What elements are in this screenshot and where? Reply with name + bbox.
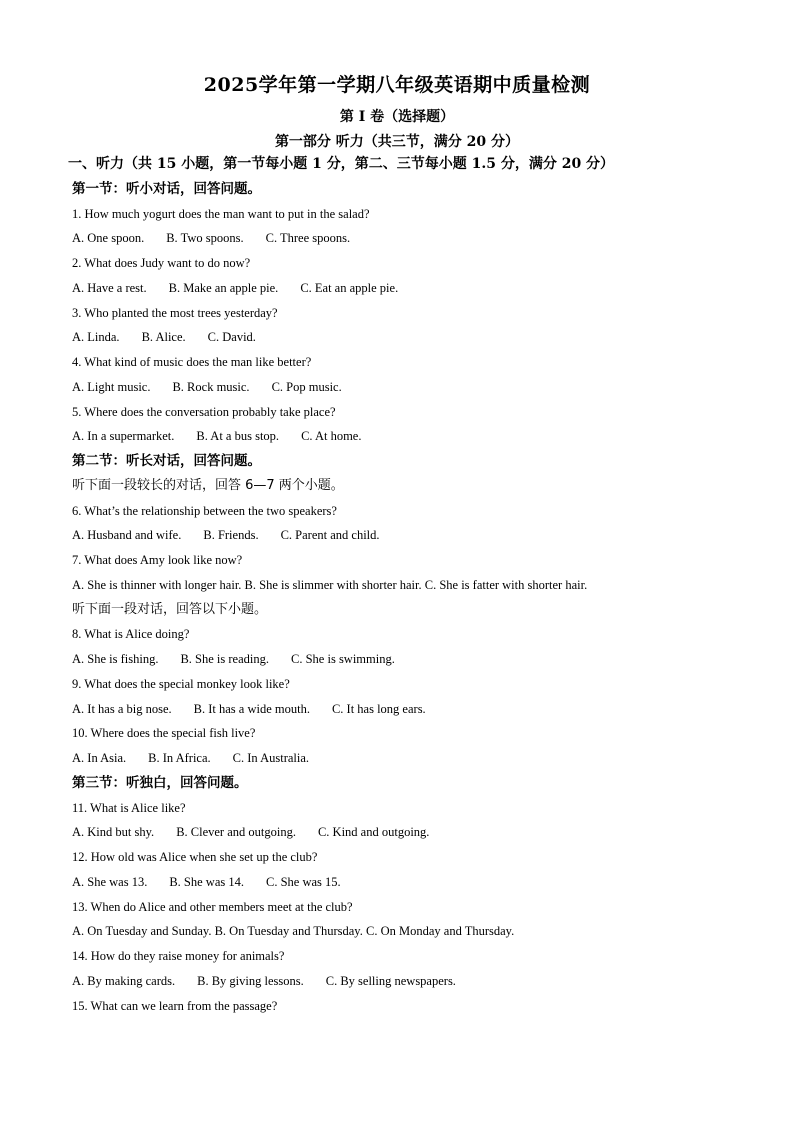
question-9: 9. What does the special monkey look like? [72, 676, 290, 691]
options-5 [72, 424, 772, 449]
option-1a: A. One spoon. [72, 231, 145, 246]
question-5: 5. Where does the conversation probably take place? [72, 404, 336, 419]
question-12: 12. How old was Alice when she set up the club? [72, 850, 318, 864]
part1-heading: 第一节：听小对话，回答问题。 [72, 180, 261, 197]
listening-section-heading: 一、听力（共 15 小题，第一节每小题 1 分，第二、三节每小题 1.5 分，满分 20 分） [68, 156, 615, 172]
options-9 [72, 697, 772, 722]
option-5a: A. In a supermarket. [72, 429, 175, 444]
question-4: 4. What kind of music does the man like better? [72, 355, 312, 369]
option-4a: A. Light music. [72, 379, 151, 394]
question-7: 7. What does Amy look like now? [72, 553, 243, 567]
options-2 [72, 276, 772, 301]
option-14c: C. By selling newspapers. [325, 973, 456, 988]
option-10b: B. In Africa. [148, 751, 211, 765]
option-9c: C. It has long ears. [331, 701, 426, 716]
question-10: 10. Where does the special fish live? [72, 726, 256, 741]
option-10c: C. In Australia. [232, 751, 310, 765]
option-3b: B. Alice. [141, 330, 186, 345]
option-14b: B. By giving lessons. [197, 973, 304, 988]
options-14 [72, 969, 772, 994]
question-6: 6. What’s the relationship between the two speakers? [72, 503, 337, 518]
option-3c: C. David. [207, 330, 256, 345]
exam-title: 2025学年第一学期八年级英语期中质量检测 [203, 74, 591, 96]
option-14a: A. By making cards. [72, 973, 176, 988]
part-title: 第一部分 听力（共三节，满分 20 分） [274, 134, 520, 150]
options-3 [72, 325, 772, 350]
option-2c: C. Eat an apple pie. [300, 280, 399, 295]
option-1c: C. Three spoons. [265, 231, 351, 246]
option-12a: A. She was 13. [72, 874, 148, 889]
part2-instruction-1: 听下面一段较长的对话，回答 6—7 两个小题。 [72, 477, 344, 493]
option-6c: C. Parent and child. [280, 528, 380, 543]
options-11 [72, 820, 772, 845]
option-11a: A. Kind but shy. [72, 825, 155, 840]
option-6b: B. Friends. [203, 528, 259, 543]
question-8: 8. What is Alice doing? [72, 627, 190, 642]
option-5b: B. At a bus stop. [196, 429, 280, 444]
option-8c: C. She is swimming. [291, 652, 395, 666]
option-11b: B. Clever and outgoing. [176, 825, 296, 840]
question-list [68, 152, 772, 1018]
option-2a: A. Have a rest. [72, 280, 147, 295]
option-10a: A. In Asia. [72, 751, 127, 765]
option-2b: B. Make an apple pie. [168, 280, 279, 295]
question-3: 3. Who planted the most trees yesterday? [72, 305, 278, 320]
question-14: 14. How do they raise money for animals? [72, 949, 285, 963]
options-1 [72, 226, 772, 251]
option-8b: B. She is reading. [180, 652, 270, 666]
part3-heading: 第三节：听独白，回答问题。 [72, 774, 248, 791]
options-10 [72, 746, 772, 771]
options-6 [72, 523, 772, 548]
option-8a: A. She is fishing. [72, 652, 159, 666]
option-11c: C. Kind and outgoing. [317, 825, 430, 840]
question-13: 13. When do Alice and other members meet at the club? [72, 899, 353, 914]
option-12c: C. She was 15. [266, 874, 341, 889]
options-13: A. On Tuesday and Sunday. B. On Tuesday and Thursday. C. On Monday and Thursday. [72, 924, 515, 939]
option-9b: B. It has a wide mouth. [193, 701, 310, 716]
options-8 [72, 647, 772, 672]
option-3a: A. Linda. [72, 330, 120, 345]
volume-title: 第 I 卷（选择题） [339, 109, 455, 125]
options-12 [72, 870, 772, 895]
question-15: 15. What can we learn from the passage? [72, 998, 278, 1013]
option-4c: C. Pop music. [271, 379, 342, 394]
option-12b: B. She was 14. [169, 874, 244, 889]
options-4 [72, 375, 772, 400]
part2-instruction-2: 听下面一段对话，回答以下小题。 [72, 601, 268, 617]
options-7: A. She is thinner with longer hair. B. She is slimmer with shorter hair. C. She is fatter with shorter hair. [72, 577, 588, 592]
question-2: 2. What does Judy want to do now? [72, 256, 251, 270]
option-6a: A. Husband and wife. [72, 528, 182, 543]
question-11: 11. What is Alice like? [72, 800, 186, 815]
option-1b: B. Two spoons. [166, 231, 244, 246]
option-9a: A. It has a big nose. [72, 701, 172, 716]
question-1: 1. How much yogurt does the man want to put in the salad? [72, 206, 370, 221]
option-5c: C. At home. [301, 429, 362, 444]
option-4b: B. Rock music. [172, 379, 250, 394]
part2-heading: 第二节：听长对话，回答问题。 [72, 453, 261, 469]
